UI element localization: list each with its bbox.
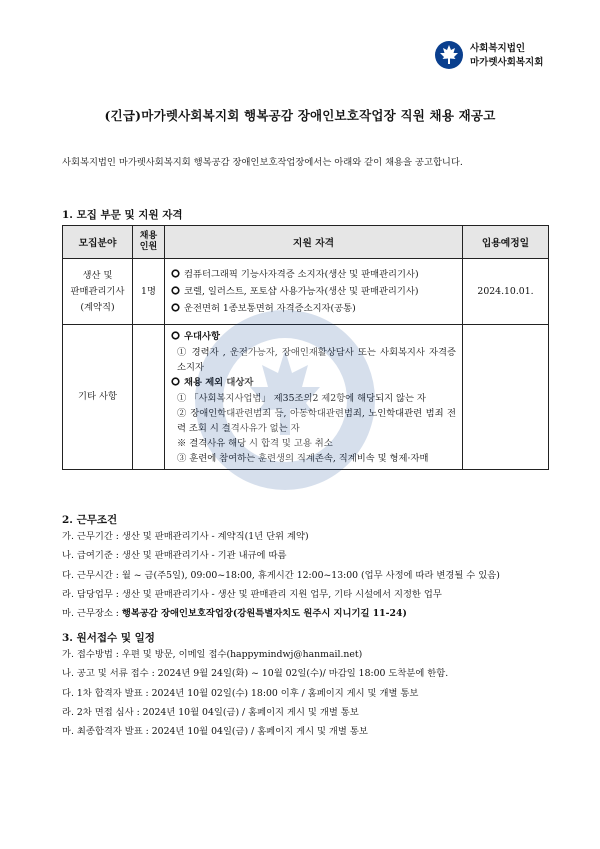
intro-text: 사회복지법인 마가렛사회복지회 행복공감 장애인보호작업장에서는 아래와 같이 채용을 공고합니다. (62, 157, 463, 168)
section1-title: 1. 모집 부문 및 지원 자격 (62, 209, 183, 221)
exclusion-item-1: ① 「사회복지사업법」 제35조의2 제2항에 해당되지 않는 자 (177, 392, 426, 404)
row1-start-date: 2024.10.01. (463, 259, 549, 325)
org-name-line2: 마가렛사회복지회 (470, 57, 544, 68)
section3-title: 3. 원서접수 및 일정 (62, 632, 155, 644)
header-count (133, 226, 165, 259)
list-item: 다. 1차 합격자 발표 : 2024년 10월 02일(수) 18:00 이후 / 홈페이지 게시 및 개별 통보 (62, 687, 419, 699)
row1-field-line1: 생산 및 (82, 269, 113, 281)
table-row (63, 259, 549, 325)
list-item: 나. 급여기준 : 생산 및 판매관리기사 - 기관 내규에 따름 (62, 550, 287, 562)
row2-start-date-empty (463, 325, 549, 470)
row1-count: 1명 (133, 259, 165, 325)
qualification-item: 컴퓨터그래픽 기능사자격증 소지자(생산 및 판매관리기사) (171, 266, 456, 283)
list-item: 라. 담당업무 : 생산 및 판매관리기사 - 생산 및 판매관리 지원 업무, 기타 시설에서 지정한 업무 (62, 588, 442, 600)
list-item: 라. 2차 면접 심사 : 2024년 10월 04일(금) / 홈페이지 게시 및 개별 통보 (62, 706, 359, 718)
qualification-item: 코렐, 일러스트, 포토샵 사용가능자(생산 및 판매관리기사) (171, 283, 456, 300)
list-item: 마. 최종합격자 발표 : 2024년 10월 04일(금) / 홈페이지 게시 및 개별 통보 (62, 726, 368, 738)
application-schedule-list (62, 645, 448, 741)
qualification-item: 운전면허 1종보통면허 자격증소지자(공통) (171, 300, 456, 317)
row2-details (165, 325, 463, 470)
work-place-value: 행복공감 장애인보호작업장(강원특별자치도 원주시 지니기길 11-24) (121, 608, 407, 620)
table-header-row (63, 226, 549, 259)
circle-bullet-icon (171, 377, 180, 386)
exclusion-item-3: ③ 훈련에 참여하는 훈련생의 직계존속, 직계비속 및 형제·자매 (177, 452, 429, 464)
exclusion-heading: 채용 제외 대상자 (171, 375, 456, 391)
header-start-date: 입용예정일 (463, 226, 549, 259)
org-name (470, 42, 543, 70)
preferred-text: ① 경력자 , 운전가능자, 장애인재활상담사 또는 사회복지사 자격증 소지자 (177, 346, 456, 373)
section2-title: 2. 근무조건 (62, 514, 118, 526)
exclusion-note: ※ 결격사유 해당 시 합격 및 고용 취소 (177, 437, 333, 449)
maple-leaf-logo (434, 40, 464, 70)
row1-qualifications (165, 259, 463, 325)
recruitment-table (62, 225, 549, 470)
work-place-label: 마. 근무장소 : (62, 608, 122, 620)
exclusion-item-2: ② 장애인학대관련범죄 등, 아동학대관련범죄, 노인학대관련 범죄 전력 조회 시 결격사유가 없는 자 (177, 407, 456, 434)
circle-bullet-icon (171, 303, 180, 312)
row2-count-empty (133, 325, 165, 470)
circle-bullet-icon (171, 286, 180, 295)
list-item (62, 604, 500, 623)
header-count-line1: 채용 (139, 231, 158, 241)
row1-field-line2: 판매관리기사 (70, 285, 125, 297)
circle-bullet-icon (171, 269, 180, 278)
row2-field: 기타 사항 (63, 325, 133, 470)
header-field: 모집분야 (63, 226, 133, 259)
document-title: (긴급)마가렛사회복지회 행복공감 장애인보호작업장 직원 채용 재공고 (104, 108, 496, 123)
work-conditions-list (62, 527, 500, 623)
preferred-heading: 우대사항 (171, 329, 456, 345)
table-row (63, 325, 549, 470)
row1-field-line3: (계약직) (80, 301, 115, 313)
header-count-line2: 인원 (139, 242, 158, 252)
list-item: 가. 접수방법 : 우편 및 방문, 이메일 접수(happymindwj@hanmail.net) (62, 649, 363, 660)
list-item: 나. 공고 및 서류 접수 : 2024년 9월 24일(화) ~ 10월 02일(수)/ 마감일 18:00 도착분에 한함. (62, 668, 449, 680)
row1-field (63, 259, 133, 325)
circle-bullet-icon (171, 331, 180, 340)
list-item: 가. 근무기간 : 생산 및 판매관리기사 - 계약직(1년 단위 계약) (62, 531, 309, 542)
org-name-line1: 사회복지법인 (470, 43, 526, 54)
header-qualifications: 지원 자격 (165, 226, 463, 259)
list-item: 다. 근무시간 : 월 ~ 금(주5일), 09:00~18:00, 휴게시간 12:00~13:00 (업무 사정에 따라 변경될 수 있음) (62, 569, 500, 581)
